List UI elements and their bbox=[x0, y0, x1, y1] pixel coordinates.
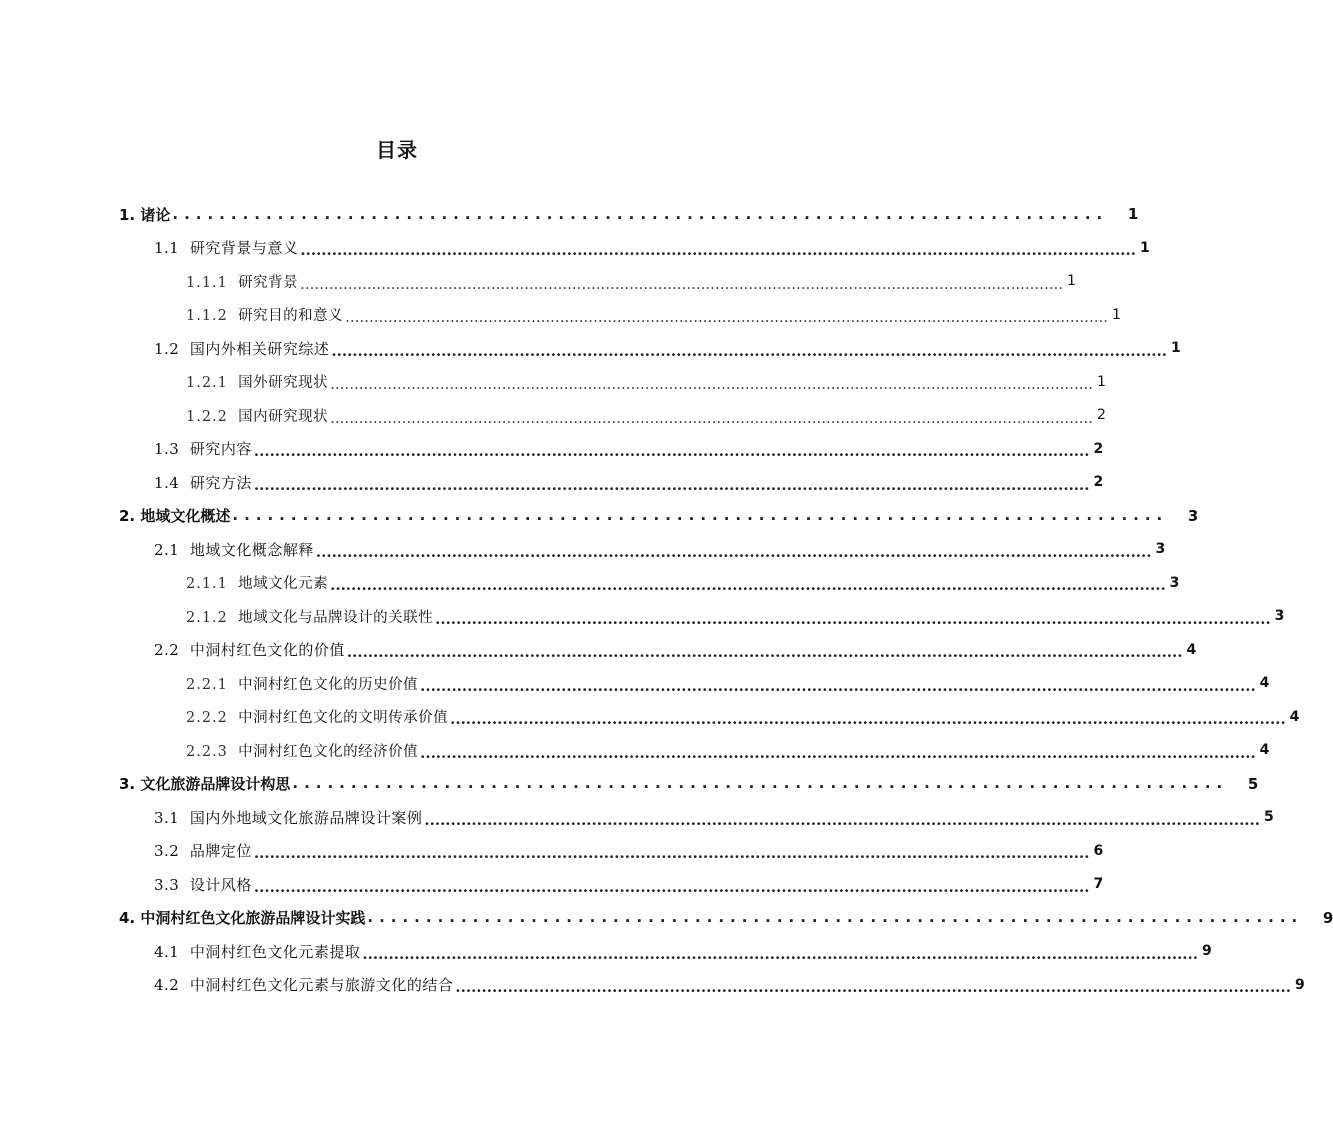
toc-entry-text: 国内外相关研究综述 bbox=[189, 339, 330, 358]
toc-entry-label bbox=[186, 740, 418, 761]
toc-entry-number: 2.1.2 bbox=[186, 609, 228, 626]
toc-page-number: 2 bbox=[1093, 474, 1104, 490]
toc-dot-leader: ................................................................................................................................................................ bbox=[362, 944, 1198, 963]
toc-entry[interactable] bbox=[119, 901, 1333, 935]
toc-entry-number: 1.3 bbox=[154, 440, 180, 458]
toc-page-number: 1 bbox=[1067, 273, 1076, 289]
toc-entry-label bbox=[154, 840, 252, 861]
toc-entry-label bbox=[186, 271, 298, 292]
toc-entry-number: 3.2 bbox=[154, 842, 180, 860]
toc-entry[interactable] bbox=[119, 499, 1199, 533]
toc-dot-leader: ................................................................................................................................................................ bbox=[253, 844, 1090, 862]
toc-entry-label bbox=[154, 472, 252, 493]
toc-entry-number: 4.2 bbox=[154, 976, 180, 994]
toc-page-number: 9 bbox=[1322, 908, 1333, 927]
toc-page-number: 4 bbox=[1186, 641, 1197, 658]
toc-entry-number: 1.2.2 bbox=[186, 408, 228, 425]
toc-dot-leader: ................................................................................................................................................................ bbox=[346, 643, 1183, 661]
toc-entry-label bbox=[186, 304, 343, 325]
toc-entry-number: 3.1 bbox=[154, 808, 180, 827]
toc-page-number: 7 bbox=[1093, 876, 1104, 892]
toc-dot-leader: ................................................................................................................................................................ bbox=[450, 710, 1286, 728]
toc-entry[interactable] bbox=[186, 398, 1106, 432]
toc-dot-leader: ................................................................................................................................................................ bbox=[315, 542, 1152, 561]
toc-entry-number: 2. bbox=[119, 507, 136, 525]
toc-entry-text: 研究方法 bbox=[189, 473, 252, 492]
toc-entry[interactable] bbox=[154, 432, 1104, 466]
toc-entry-label bbox=[186, 572, 328, 593]
toc-entry-label bbox=[154, 874, 252, 895]
toc-page-number: 1 bbox=[1139, 239, 1150, 256]
toc-dot-leader: ................................................................................................................................................................ bbox=[330, 375, 1094, 393]
toc-entry-number: 1. bbox=[119, 205, 136, 224]
toc-entry-text: 中洞村红色文化的文明传承价值 bbox=[238, 710, 449, 726]
toc-entry-label bbox=[186, 371, 328, 392]
toc-entry-label bbox=[186, 606, 433, 627]
toc-page-number: 5 bbox=[1263, 809, 1274, 825]
toc-entry-number: 1.2.1 bbox=[186, 375, 228, 391]
toc-page-number: 6 bbox=[1093, 842, 1104, 859]
toc-entry-number: 3. bbox=[119, 775, 136, 793]
toc-entry[interactable] bbox=[154, 934, 1212, 968]
toc-entry-text: 中洞村红色文化的经济价值 bbox=[238, 743, 419, 760]
toc-entry-number: 2.2.2 bbox=[186, 710, 228, 726]
toc-entry[interactable] bbox=[154, 800, 1274, 834]
toc-entry-number: 2.1.1 bbox=[186, 576, 228, 592]
toc-dot-leader: ................................................................................................................................................................ bbox=[330, 408, 1094, 427]
toc-entry-text: 地域文化概述 bbox=[140, 507, 231, 525]
toc-entry-number: 2.1 bbox=[154, 540, 180, 559]
toc-entry-text: 研究背景 bbox=[238, 274, 299, 291]
toc-entry-number: 1.1.1 bbox=[186, 274, 228, 291]
toc-entry-text: 中洞村红色文化元素提取 bbox=[189, 942, 361, 961]
toc-page-number: 4 bbox=[1259, 742, 1270, 758]
toc-entry[interactable] bbox=[186, 566, 1180, 600]
toc-entry-number: 4.1 bbox=[154, 942, 180, 961]
toc-dot-leader: ................................................................................................................................................................ bbox=[424, 810, 1260, 829]
toc-page-number: 4 bbox=[1289, 708, 1300, 725]
toc-entry-text: 中洞村红色文化的历史价值 bbox=[238, 676, 419, 693]
toc-dot-leader: ................................................................................................................................................................ bbox=[300, 274, 1064, 293]
toc-entry-text: 地域文化与品牌设计的关联性 bbox=[238, 609, 434, 626]
toc-entry-label bbox=[154, 941, 360, 962]
toc-dot-leader: ................................................................................................................................................................ bbox=[345, 308, 1109, 326]
toc-entry-number: 4. bbox=[119, 909, 136, 927]
toc-entry-text: 文化旅游品牌设计构思 bbox=[140, 775, 291, 793]
toc-page-number: 9 bbox=[1294, 976, 1305, 993]
toc-entry-text: 诸论 bbox=[140, 205, 171, 224]
toc-entry[interactable] bbox=[154, 231, 1150, 265]
toc-entry[interactable] bbox=[186, 365, 1106, 399]
toc-dot-leader: ................................................................................................................................................................ bbox=[420, 743, 1256, 762]
toc-entry-label bbox=[186, 673, 418, 694]
toc-entry[interactable] bbox=[186, 599, 1285, 633]
toc-entry[interactable] bbox=[154, 968, 1305, 1002]
toc-entry-text: 中洞村红色文化旅游品牌设计实践 bbox=[140, 909, 366, 927]
toc-entry-number: 3.3 bbox=[154, 875, 180, 894]
toc-entry-label bbox=[154, 539, 314, 560]
toc-entry[interactable] bbox=[186, 298, 1121, 332]
toc-page-number: 1 bbox=[1127, 205, 1139, 223]
toc-dot-leader: ................................................................................................................................................................ bbox=[420, 676, 1256, 695]
toc-dot-leader: ................................................................................................................................................................ bbox=[330, 576, 1166, 594]
toc-entry-text: 地域文化元素 bbox=[238, 576, 329, 592]
toc-entry-number: 2.2.1 bbox=[186, 676, 228, 693]
toc-entry-label bbox=[186, 405, 328, 426]
toc-page-number: 4 bbox=[1259, 675, 1270, 691]
toc-dot-leader: ................................................................................................................................................................ bbox=[253, 442, 1090, 460]
toc-entry-text: 品牌定位 bbox=[189, 842, 252, 860]
toc-entry-label bbox=[119, 204, 170, 225]
toc-dot-leader: ................................................................................ bbox=[232, 506, 1169, 524]
toc-entry-label bbox=[154, 974, 453, 995]
toc-dot-leader: ................................................................................ bbox=[172, 204, 1109, 223]
toc-entry-label bbox=[154, 807, 422, 828]
toc-entry[interactable] bbox=[154, 331, 1181, 365]
toc-entry[interactable] bbox=[186, 264, 1076, 298]
toc-entry[interactable] bbox=[154, 867, 1104, 901]
toc-dot-leader: ................................................................................................................................................................ bbox=[331, 341, 1167, 360]
toc-page-number: 1 bbox=[1097, 373, 1106, 390]
toc-entry-text: 设计风格 bbox=[189, 875, 252, 894]
toc-entry[interactable] bbox=[119, 197, 1139, 231]
toc-dot-leader: ................................................................................................................................................................ bbox=[455, 978, 1291, 996]
toc-dot-leader: ................................................................................................................................................................ bbox=[253, 475, 1090, 494]
toc-entry-label bbox=[154, 438, 252, 459]
toc-entry-label bbox=[119, 505, 230, 526]
toc-entry-number: 1.4 bbox=[154, 473, 180, 492]
toc-dot-leader: ................................................................................................................................................................ bbox=[300, 241, 1136, 259]
toc-entry[interactable] bbox=[186, 733, 1270, 767]
toc-entry-number: 1.2 bbox=[154, 339, 180, 358]
toc-entry[interactable] bbox=[119, 767, 1259, 801]
toc-entry-number: 2.2 bbox=[154, 641, 180, 659]
toc-page-number: 1 bbox=[1112, 306, 1121, 323]
toc-entry[interactable] bbox=[154, 465, 1104, 499]
toc-entry[interactable] bbox=[154, 633, 1197, 667]
toc-entry-text: 国内外地域文化旅游品牌设计案例 bbox=[189, 808, 423, 827]
toc-page-number: 9 bbox=[1201, 943, 1212, 959]
toc-entry-label bbox=[119, 773, 290, 794]
toc-entry-label bbox=[154, 639, 345, 660]
toc-entry-text: 研究目的和意义 bbox=[238, 308, 344, 324]
toc-entry-text: 国外研究现状 bbox=[238, 375, 329, 391]
toc-entry-text: 国内研究现状 bbox=[238, 408, 329, 425]
toc-page-number: 3 bbox=[1274, 608, 1285, 624]
toc-entry-text: 研究内容 bbox=[189, 440, 252, 458]
toc-dot-leader: ................................................................................ bbox=[367, 908, 1304, 926]
toc-entry-label bbox=[154, 338, 329, 359]
toc-entry-text: 中洞村红色文化的价值 bbox=[189, 641, 345, 659]
toc-page-number: 5 bbox=[1247, 774, 1259, 793]
toc-dot-leader: ................................................................................ bbox=[292, 774, 1229, 792]
toc-entry-text: 地域文化概念解释 bbox=[189, 540, 314, 559]
toc-entry-text: 研究背景与意义 bbox=[189, 239, 299, 257]
toc-page-number: 2 bbox=[1093, 440, 1104, 457]
toc-entry[interactable] bbox=[154, 834, 1104, 868]
toc-entry[interactable] bbox=[186, 666, 1270, 700]
page-title: 目录 bbox=[376, 138, 418, 162]
toc-page-number: 3 bbox=[1187, 506, 1199, 525]
toc-entry-label bbox=[119, 907, 365, 928]
toc-dot-leader: ................................................................................................................................................................ bbox=[435, 609, 1271, 628]
toc-entry-number: 1.1.2 bbox=[186, 308, 228, 324]
toc-page-number: 1 bbox=[1170, 340, 1181, 356]
toc-page-number: 3 bbox=[1169, 574, 1180, 591]
toc-page-number: 2 bbox=[1097, 407, 1106, 423]
toc-entry-label bbox=[154, 237, 298, 258]
toc-entry[interactable] bbox=[186, 700, 1300, 734]
toc-entry-text: 中洞村红色文化元素与旅游文化的结合 bbox=[189, 976, 454, 994]
toc-entry[interactable] bbox=[154, 532, 1166, 566]
toc-entry-label bbox=[186, 706, 448, 727]
toc-entry-number: 2.2.3 bbox=[186, 743, 228, 760]
toc-entry-number: 1.1 bbox=[154, 239, 180, 257]
toc-page-number: 3 bbox=[1155, 541, 1166, 557]
toc-dot-leader: ................................................................................................................................................................ bbox=[253, 877, 1090, 896]
